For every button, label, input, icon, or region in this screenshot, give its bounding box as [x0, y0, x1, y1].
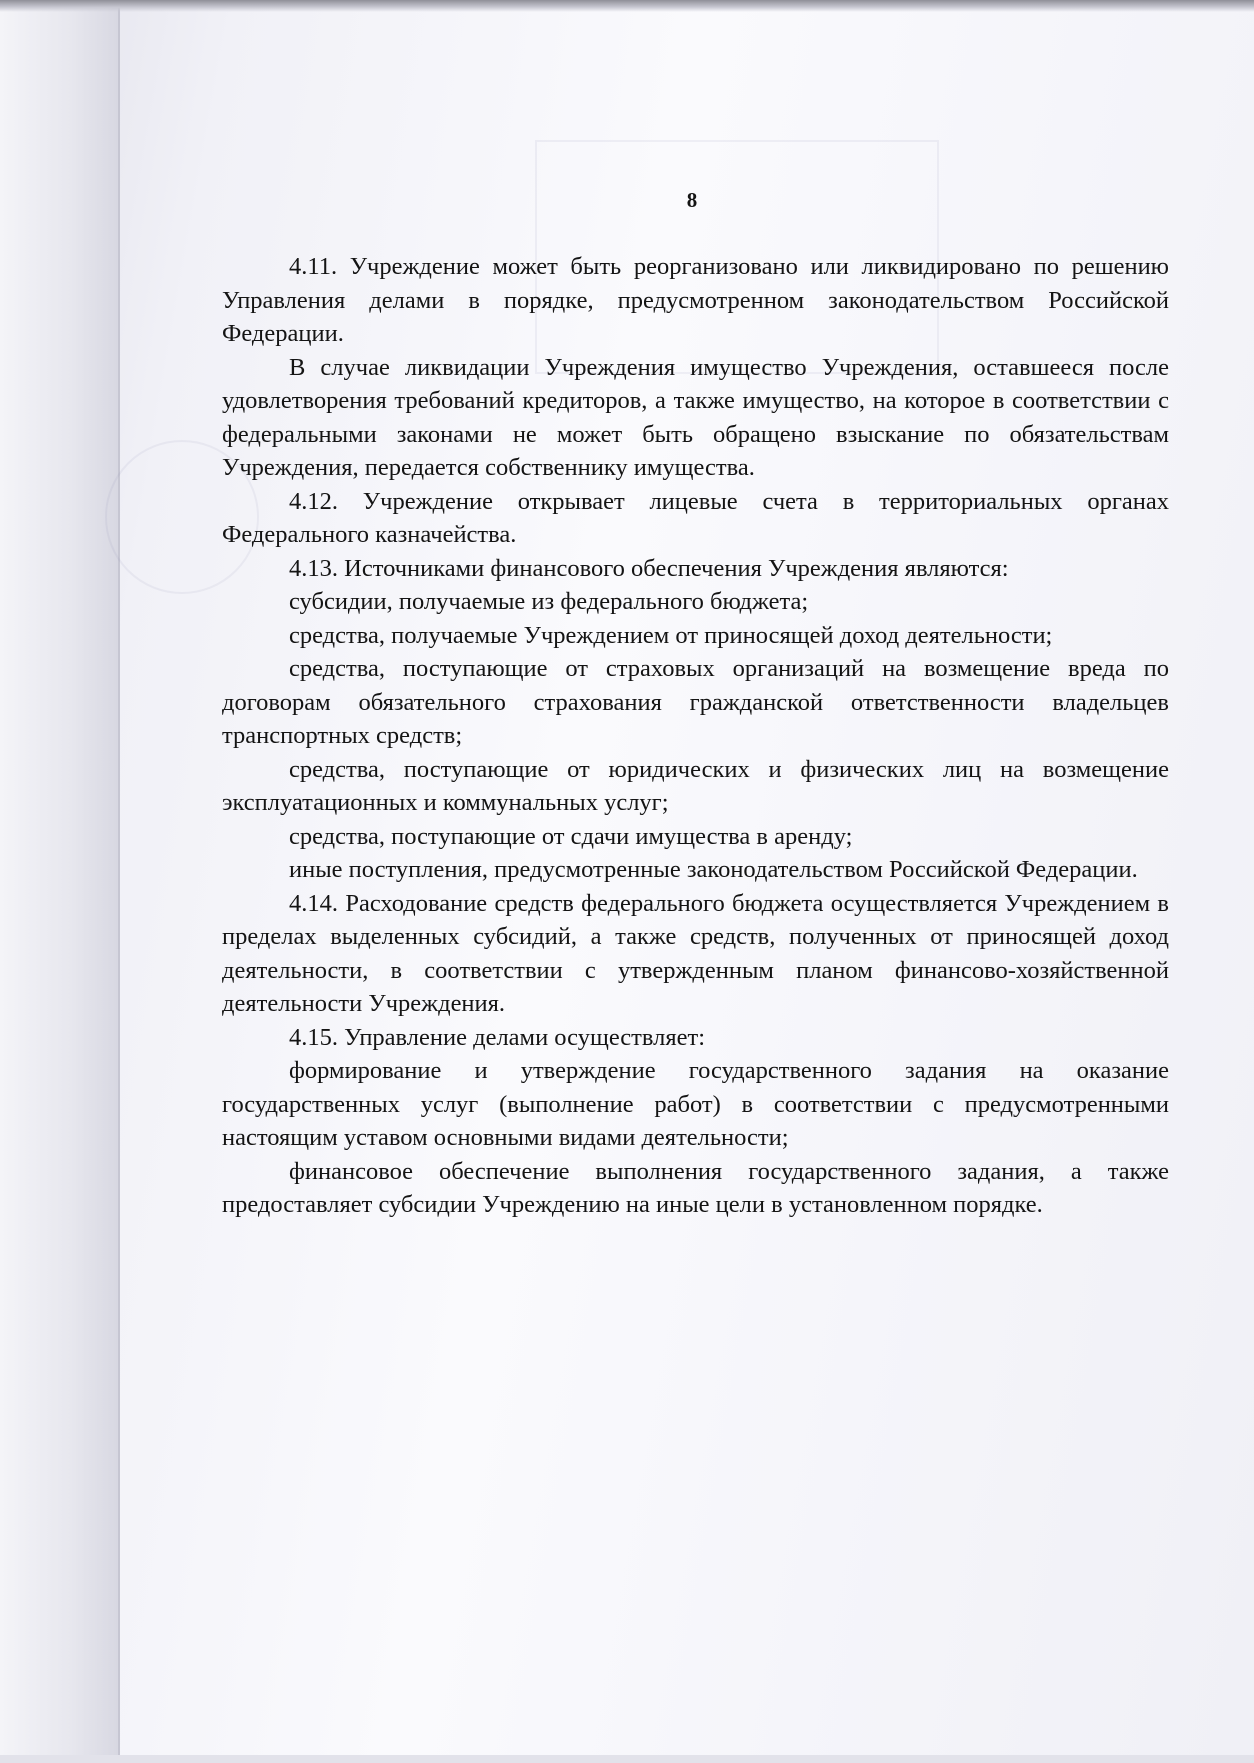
- scan-bottom-edge: [0, 1755, 1254, 1763]
- list-item-financing: финансовое обеспечение выполнения государственного задания, а также предоставляет субсидии Учреждению на иные цели в установленном порядке.: [222, 1157, 1169, 1218]
- list-item-utilities: средства, поступающие от юридических и физических лиц на возмещение эксплуатационных и коммунальных услуг;: [222, 755, 1169, 816]
- list-item-insurance: средства, поступающие от страховых организаций на возмещение вреда по договорам обязательного страхования гражданской ответственности владельцев транспортных средств;: [222, 655, 1169, 749]
- binding-edge: [0, 0, 120, 1763]
- page-number: 8: [686, 188, 698, 212]
- paragraph-4-14: 4.14. Расходование средств федерального бюджета осуществляется Учреждением в пределах выделенных субсидий, а также средств, полученных от приносящей доход деятельности, в соответствии с утвержденным планом финансово-хозяйственной деятельности Учреждения.: [222, 889, 1169, 1017]
- paragraph-4-12: 4.12. Учреждение открывает лицевые счета в территориальных органах Федерального казначейства.: [222, 487, 1169, 548]
- list-item-income-activity: средства, получаемые Учреждением от приносящей доход деятельности;: [289, 621, 1053, 649]
- list-item-rent: средства, поступающие от сдачи имущества в аренду;: [289, 822, 853, 850]
- list-item-subsidies: субсидии, получаемые из федерального бюджета;: [289, 588, 809, 615]
- paragraph-4-11: 4.11. Учреждение может быть реорганизовано или ликвидировано по решению Управления делами в порядке, предусмотренном законодательством Российской Федерации.: [222, 253, 1169, 347]
- list-item-other: иные поступления, предусмотренные законодательством Российской Федерации.: [289, 856, 1138, 883]
- paragraph-liquidation: В случае ликвидации Учреждения имущество Учреждения, оставшееся после удовлетворения требований кредиторов, а также имущество, на которое в соответствии с федеральными законами не может быть обращено взыскание по обязательствам Учреждения, передается собственнику имущества.: [222, 353, 1169, 481]
- list-item-state-task: формирование и утверждение государственного задания на оказание государственных услуг (выполнение работ) в соответствии с предусмотренными настоящим уставом основными видами деятельности;: [222, 1057, 1169, 1151]
- paragraph-4-15: 4.15. Управление делами осуществляет:: [289, 1023, 706, 1051]
- paragraph-4-13: 4.13. Источниками финансового обеспечения Учреждения являются:: [289, 554, 1009, 582]
- scan-top-edge: [0, 0, 1254, 12]
- document-body: [222, 250, 1169, 1222]
